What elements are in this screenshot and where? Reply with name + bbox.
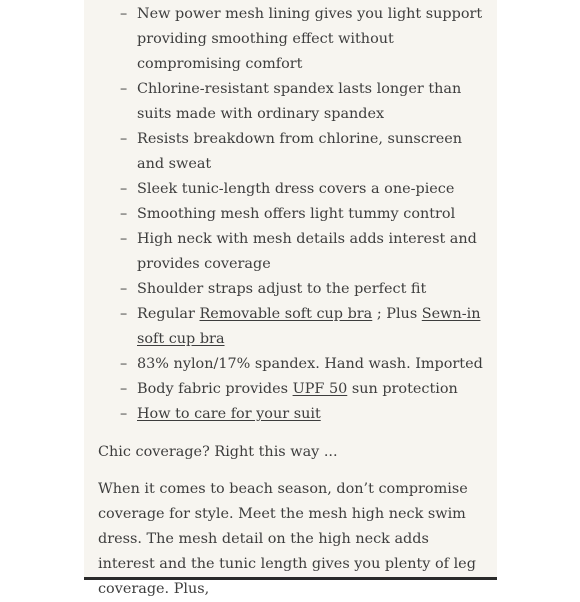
feature-link[interactable]: Removable soft cup bra bbox=[199, 306, 373, 322]
bottom-divider bbox=[84, 577, 497, 580]
list-dash: – bbox=[120, 231, 128, 247]
list-dash: – bbox=[120, 6, 128, 22]
feature-text: Chlorine-resistant spandex lasts longer than suits made with ordinary spandex bbox=[137, 81, 462, 122]
feature-list-item bbox=[98, 202, 490, 227]
feature-list-item bbox=[98, 377, 490, 402]
feature-text: Shoulder straps adjust to the perfect fit bbox=[137, 281, 427, 297]
feature-list-item bbox=[98, 402, 490, 427]
feature-list-item bbox=[98, 302, 490, 352]
feature-text: Sleek tunic-length dress covers a one-piece bbox=[137, 181, 455, 197]
description-paragraph: When it comes to beach season, don’t compromise coverage for style. Meet the mesh high neck swim dress. The mesh detail on the high neck adds interest and the tunic length gives you plenty of leg coverage. Plus, bbox=[98, 481, 476, 597]
list-dash: – bbox=[120, 81, 128, 97]
feature-list-item bbox=[98, 227, 490, 277]
feature-text: Regular bbox=[137, 306, 200, 322]
feature-list-item bbox=[98, 2, 490, 77]
feature-text: High neck with mesh details adds interest and provides coverage bbox=[137, 231, 477, 272]
tagline-text: Chic coverage? Right this way ... bbox=[98, 444, 338, 460]
list-dash: – bbox=[120, 381, 128, 397]
feature-text: Body fabric provides bbox=[137, 381, 293, 397]
feature-text: sun protection bbox=[347, 381, 458, 397]
feature-text: ; Plus bbox=[372, 306, 422, 322]
feature-list-item bbox=[98, 352, 490, 377]
feature-link[interactable]: UPF 50 bbox=[292, 381, 348, 397]
feature-text: 83% nylon/17% spandex. Hand wash. Imported bbox=[137, 356, 483, 372]
feature-text: New power mesh lining gives you light support providing smoothing effect without compromising comfort bbox=[137, 6, 483, 72]
list-dash: – bbox=[120, 131, 128, 147]
feature-link[interactable]: Sewn-in soft cup bra bbox=[137, 306, 481, 347]
feature-list-item bbox=[98, 77, 490, 127]
feature-link[interactable]: How to care for your suit bbox=[137, 406, 321, 422]
list-dash: – bbox=[120, 356, 128, 372]
list-dash: – bbox=[120, 406, 128, 422]
feature-list-item bbox=[98, 277, 490, 302]
feature-list-item bbox=[98, 177, 490, 202]
feature-list bbox=[98, 2, 490, 427]
product-details-panel bbox=[84, 0, 497, 597]
feature-text: Smoothing mesh offers light tummy control bbox=[137, 206, 456, 222]
list-dash: – bbox=[120, 306, 128, 322]
list-dash: – bbox=[120, 281, 128, 297]
product-description-content bbox=[98, 2, 490, 602]
feature-list-item bbox=[98, 127, 490, 177]
list-dash: – bbox=[120, 206, 128, 222]
list-dash: – bbox=[120, 181, 128, 197]
feature-text: Resists breakdown from chlorine, sunscreen and sweat bbox=[137, 131, 463, 172]
